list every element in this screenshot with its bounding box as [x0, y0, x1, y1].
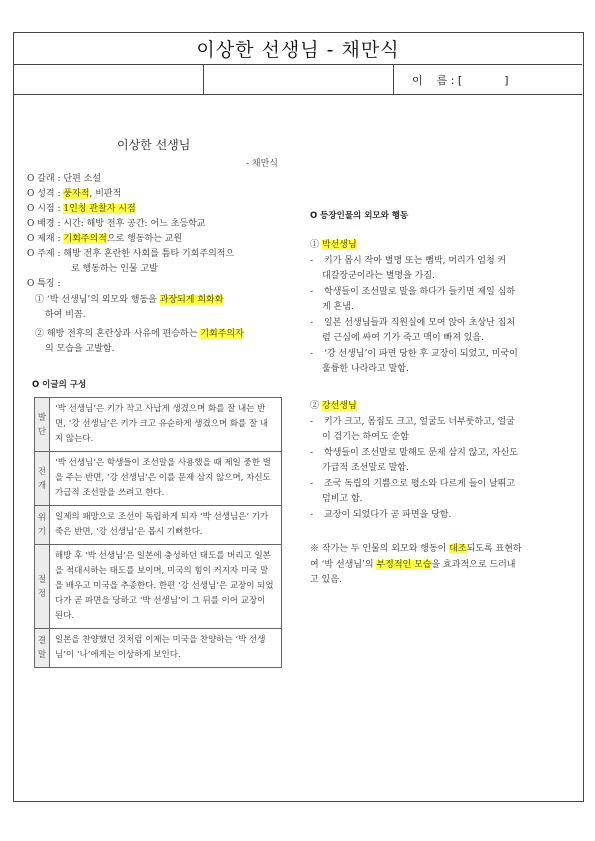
info-features: O 특징 : [27, 279, 61, 289]
info-viewpoint: O 시점 : 1인칭 관찰자 시점 [27, 204, 136, 214]
stage-text: 일본을 찬양했던 것처럼 이제는 미국을 찬양하는 ‘박 선생님’이 ‘나’에게는 이상하게 보인다. [50, 629, 282, 668]
list-item: - 조국 독립의 기쁨으로 평소와 다르게 들이 날뛰고 [310, 478, 516, 489]
character-name: ② 강선생님 [310, 401, 357, 411]
structure-table [34, 397, 282, 668]
list-item: - 학생들이 조선말로 말을 하다가 들키면 제일 심하 [310, 286, 516, 297]
list-item: - 학생들이 조선말로 말해도 문제 삼지 않고, 자신도 [310, 447, 518, 458]
page-title: 이상한 선생님 - 채만식 [14, 33, 582, 65]
stage-label: 전 개 [35, 452, 50, 506]
list-item: - 키가 크고, 몸집도 크고, 얼굴도 너부룻하고, 얼굴 [310, 416, 515, 427]
list-item: - 일본 선생님들과 직원실에 모여 앉아 초상난 집처 [310, 317, 516, 328]
info-theme: O 주제 : 해방 전후 혼란한 사회를 틈타 기회주의적으 [27, 249, 235, 259]
student-name-field[interactable]: 이 름 : [ ] [412, 74, 509, 87]
list-item: - 키가 몹시 작아 별명 또는 뼘박, 머리가 엄청 커 [310, 255, 507, 266]
header-info-row [14, 65, 582, 95]
table-row [35, 629, 282, 668]
work-info-list [27, 172, 297, 292]
document-author: - 채만식 [246, 159, 278, 169]
list-item-cont: 가급적 조선말로 말함. [322, 463, 409, 473]
header-divider [393, 65, 394, 95]
character-park [310, 238, 572, 378]
list-item-cont: 럼 근심에 싸여 기가 죽고 맥이 빠져 있음. [322, 333, 484, 343]
info-theme-cont: 로 행동하는 인물 고발 [71, 264, 158, 274]
list-item: - 교장이 되었다가 곧 파면을 당함. [310, 509, 452, 520]
list-item-cont: 이 검기는 하여도 순함 [322, 432, 409, 442]
character-name: ① 박선생님 [310, 240, 357, 250]
characters-heading: O 등장인물의 외모와 행동 [310, 211, 409, 221]
stage-text: 일제의 패망으로 조선이 독립하게 되자 ‘박 선생님은’ 기가 죽은 반면, ‘강 선생님’은 몹시 기뻐한다. [50, 506, 282, 545]
stage-text: ‘박 선생님’은 학생들이 조선말을 사용했을 때 제일 중한 벌을 주는 반면, ‘강 선생님’은 이를 문제 삼지 않으며, 자신도 가급적 조선말을 쓰려고 한다. [50, 452, 282, 506]
header-divider [203, 65, 204, 95]
table-row [35, 398, 282, 452]
info-setting: O 배경 : 시간: 해방 전후 공간: 어느 초등학교 [27, 219, 206, 229]
structure-heading: O 이글의 구성 [32, 380, 87, 390]
stage-label: 결 말 [35, 629, 50, 668]
table-row [35, 545, 282, 629]
info-subject: O 제재 : 기회주의적으로 행동하는 교원 [27, 234, 183, 244]
feature-item-1: ① ‘박 선생님’의 외모와 행동을 과장되게 희화화 하여 비꼼. [35, 295, 224, 320]
list-item-cont: 훌륭한 나라라고 말함. [322, 364, 409, 374]
info-nature: O 성격 : 풍자적, 비판적 [27, 189, 122, 199]
info-genre: O 갈래 : 단편 소설 [27, 174, 102, 184]
table-row [35, 506, 282, 545]
list-item: - ‘강 선생님’이 파면 당한 후 교장이 되었고, 미국이 [310, 348, 518, 359]
character-kang [310, 399, 572, 523]
document-title: 이상한 선생님 [117, 138, 191, 152]
stage-text: 해방 후 ‘박 선생님’은 일본에 충성하던 태도를 버리고 일본을 적대시하는 태도를 보이며, 미국의 힘이 커지자 미국 말을 배우고 미국을 추종한다. 한편 ‘강 선생님’은 교장이 되었다가 곧 파면을 당하고 ‘박 선생님’이 그 뒤를 이어 교장이 된다. [50, 545, 282, 629]
table-row [35, 452, 282, 506]
stage-label: 위 기 [35, 506, 50, 545]
feature-item-2: ② 해방 전후의 혼란상과 사유에 편승하는 기회주의자 의 모습을 고발함. [35, 329, 244, 354]
author-note: ※ 작가는 두 인물의 외모와 행동이 대조되도록 표현하 여 ‘박 선생님’의 부정적인 모습을 효과적으로 드러내 고 있음. [310, 544, 522, 585]
list-item-cont: 대갈장군이라는 별명을 가짐. [322, 271, 435, 281]
list-item-cont: 게 혼냄. [322, 302, 354, 312]
stage-label: 발 단 [35, 398, 50, 452]
stage-label: 절 정 [35, 545, 50, 629]
stage-text: ‘박 선생님’은 키가 작고 사납게 생겼으며 화를 잘 내는 반면, ‘강 선생님’은 키가 크고 유순하게 생겼으며 화를 잘 내지 않는다. [50, 398, 282, 452]
list-item-cont: 덤비고 함. [322, 494, 363, 504]
